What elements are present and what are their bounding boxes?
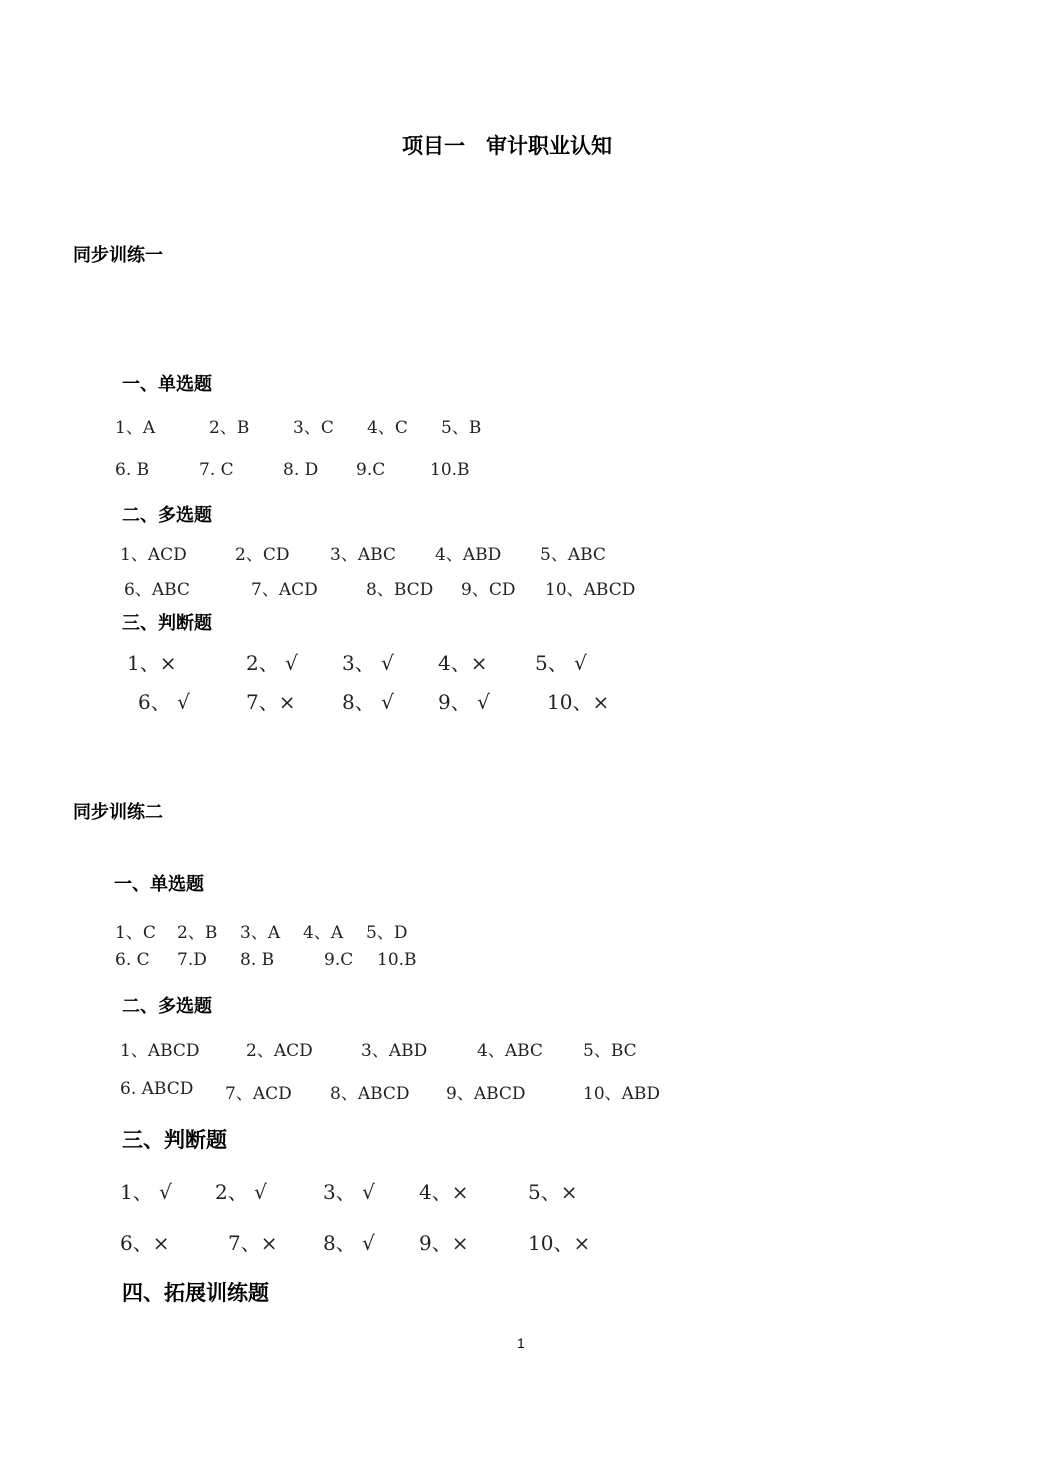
s1-single-answer: 6. B	[115, 460, 150, 480]
s1-multi-answer: 8、BCD	[366, 580, 434, 600]
s2-single-answer: 5、D	[366, 923, 408, 943]
s2-judge-answer: 6、×	[120, 1231, 170, 1255]
s1-single-answer: 4、C	[367, 418, 408, 438]
s1-multi-answer: 1、ACD	[120, 545, 187, 565]
s1-single-answer: 1、A	[115, 418, 156, 438]
s2-multi-choice-heading: 二、多选题	[122, 996, 212, 1017]
s2-single-answer: 8. B	[240, 950, 275, 970]
s1-multi-answer: 3、ABC	[330, 545, 396, 565]
s1-single-answer: 7. C	[199, 460, 234, 480]
s1-single-answer: 10.B	[430, 460, 470, 480]
s2-judge-answer: 2、 √	[215, 1180, 267, 1204]
s1-multi-answer: 4、ABD	[435, 545, 502, 565]
s1-judge-answer: 8、 √	[342, 690, 394, 714]
s1-single-answer: 2、B	[209, 418, 250, 438]
s1-multi-choice-heading: 二、多选题	[122, 505, 212, 526]
s2-single-choice-heading: 一、单选题	[114, 874, 204, 895]
s2-judge-answer: 4、×	[419, 1180, 469, 1204]
s1-judge-answer: 7、×	[246, 690, 296, 714]
s2-multi-answer: 3、ABD	[361, 1041, 428, 1061]
s1-multi-answer: 7、ACD	[251, 580, 318, 600]
s1-judge-answer: 2、 √	[246, 651, 298, 675]
s2-multi-answer: 8、ABCD	[330, 1084, 410, 1104]
s2-multi-answer: 1、ABCD	[120, 1041, 200, 1061]
s2-single-answer: 3、A	[240, 923, 281, 943]
page-title: 项目一 审计职业认知	[402, 134, 612, 158]
s2-single-answer: 9.C	[324, 950, 354, 970]
s1-true-false-heading: 三、判断题	[122, 613, 212, 634]
s1-multi-answer: 10、ABCD	[545, 580, 636, 600]
s1-multi-answer: 9、CD	[461, 580, 516, 600]
s1-judge-answer: 1、×	[127, 651, 177, 675]
s2-judge-answer: 8、 √	[323, 1231, 375, 1255]
s2-single-answer: 7.D	[177, 950, 207, 970]
s1-single-answer: 3、C	[293, 418, 334, 438]
s2-judge-answer: 1、 √	[120, 1180, 172, 1204]
s1-single-choice-heading: 一、单选题	[122, 374, 212, 395]
s1-judge-answer: 3、 √	[342, 651, 394, 675]
s2-judge-answer: 5、×	[528, 1180, 578, 1204]
s2-judge-answer: 7、×	[228, 1231, 278, 1255]
s1-judge-answer: 5、 √	[535, 651, 587, 675]
s2-extension-heading: 四、拓展训练题	[122, 1281, 269, 1305]
s1-judge-answer: 10、×	[547, 690, 610, 714]
s1-single-answer: 5、B	[441, 418, 482, 438]
s2-judge-answer: 3、 √	[323, 1180, 375, 1204]
s1-multi-answer: 6、ABC	[124, 580, 190, 600]
page-number: 1	[517, 1335, 525, 1351]
s2-multi-answer: 6. ABCD	[120, 1079, 194, 1099]
s2-single-answer: 10.B	[377, 950, 417, 970]
s2-multi-answer: 10、ABD	[583, 1084, 661, 1104]
s1-multi-answer: 5、ABC	[540, 545, 606, 565]
s2-multi-answer: 5、BC	[583, 1041, 637, 1061]
s2-multi-answer: 7、ACD	[225, 1084, 292, 1104]
s1-single-answer: 8. D	[283, 460, 319, 480]
s1-judge-answer: 6、 √	[138, 690, 190, 714]
section-heading-1: 同步训练一	[73, 245, 163, 266]
s2-multi-answer: 4、ABC	[477, 1041, 543, 1061]
s1-judge-answer: 4、×	[438, 651, 488, 675]
s2-single-answer: 4、A	[303, 923, 344, 943]
section-heading-2: 同步训练二	[73, 802, 163, 823]
s1-single-answer: 9.C	[356, 460, 386, 480]
s2-multi-answer: 9、ABCD	[446, 1084, 526, 1104]
s2-single-answer: 1、C	[115, 923, 156, 943]
s2-judge-answer: 9、×	[419, 1231, 469, 1255]
s2-judge-answer: 10、×	[528, 1231, 591, 1255]
s2-single-answer: 6. C	[115, 950, 150, 970]
s2-multi-answer: 2、ACD	[246, 1041, 313, 1061]
s1-judge-answer: 9、 √	[438, 690, 490, 714]
s1-multi-answer: 2、CD	[235, 545, 290, 565]
s2-single-answer: 2、B	[177, 923, 218, 943]
s2-true-false-heading: 三、判断题	[122, 1128, 227, 1152]
